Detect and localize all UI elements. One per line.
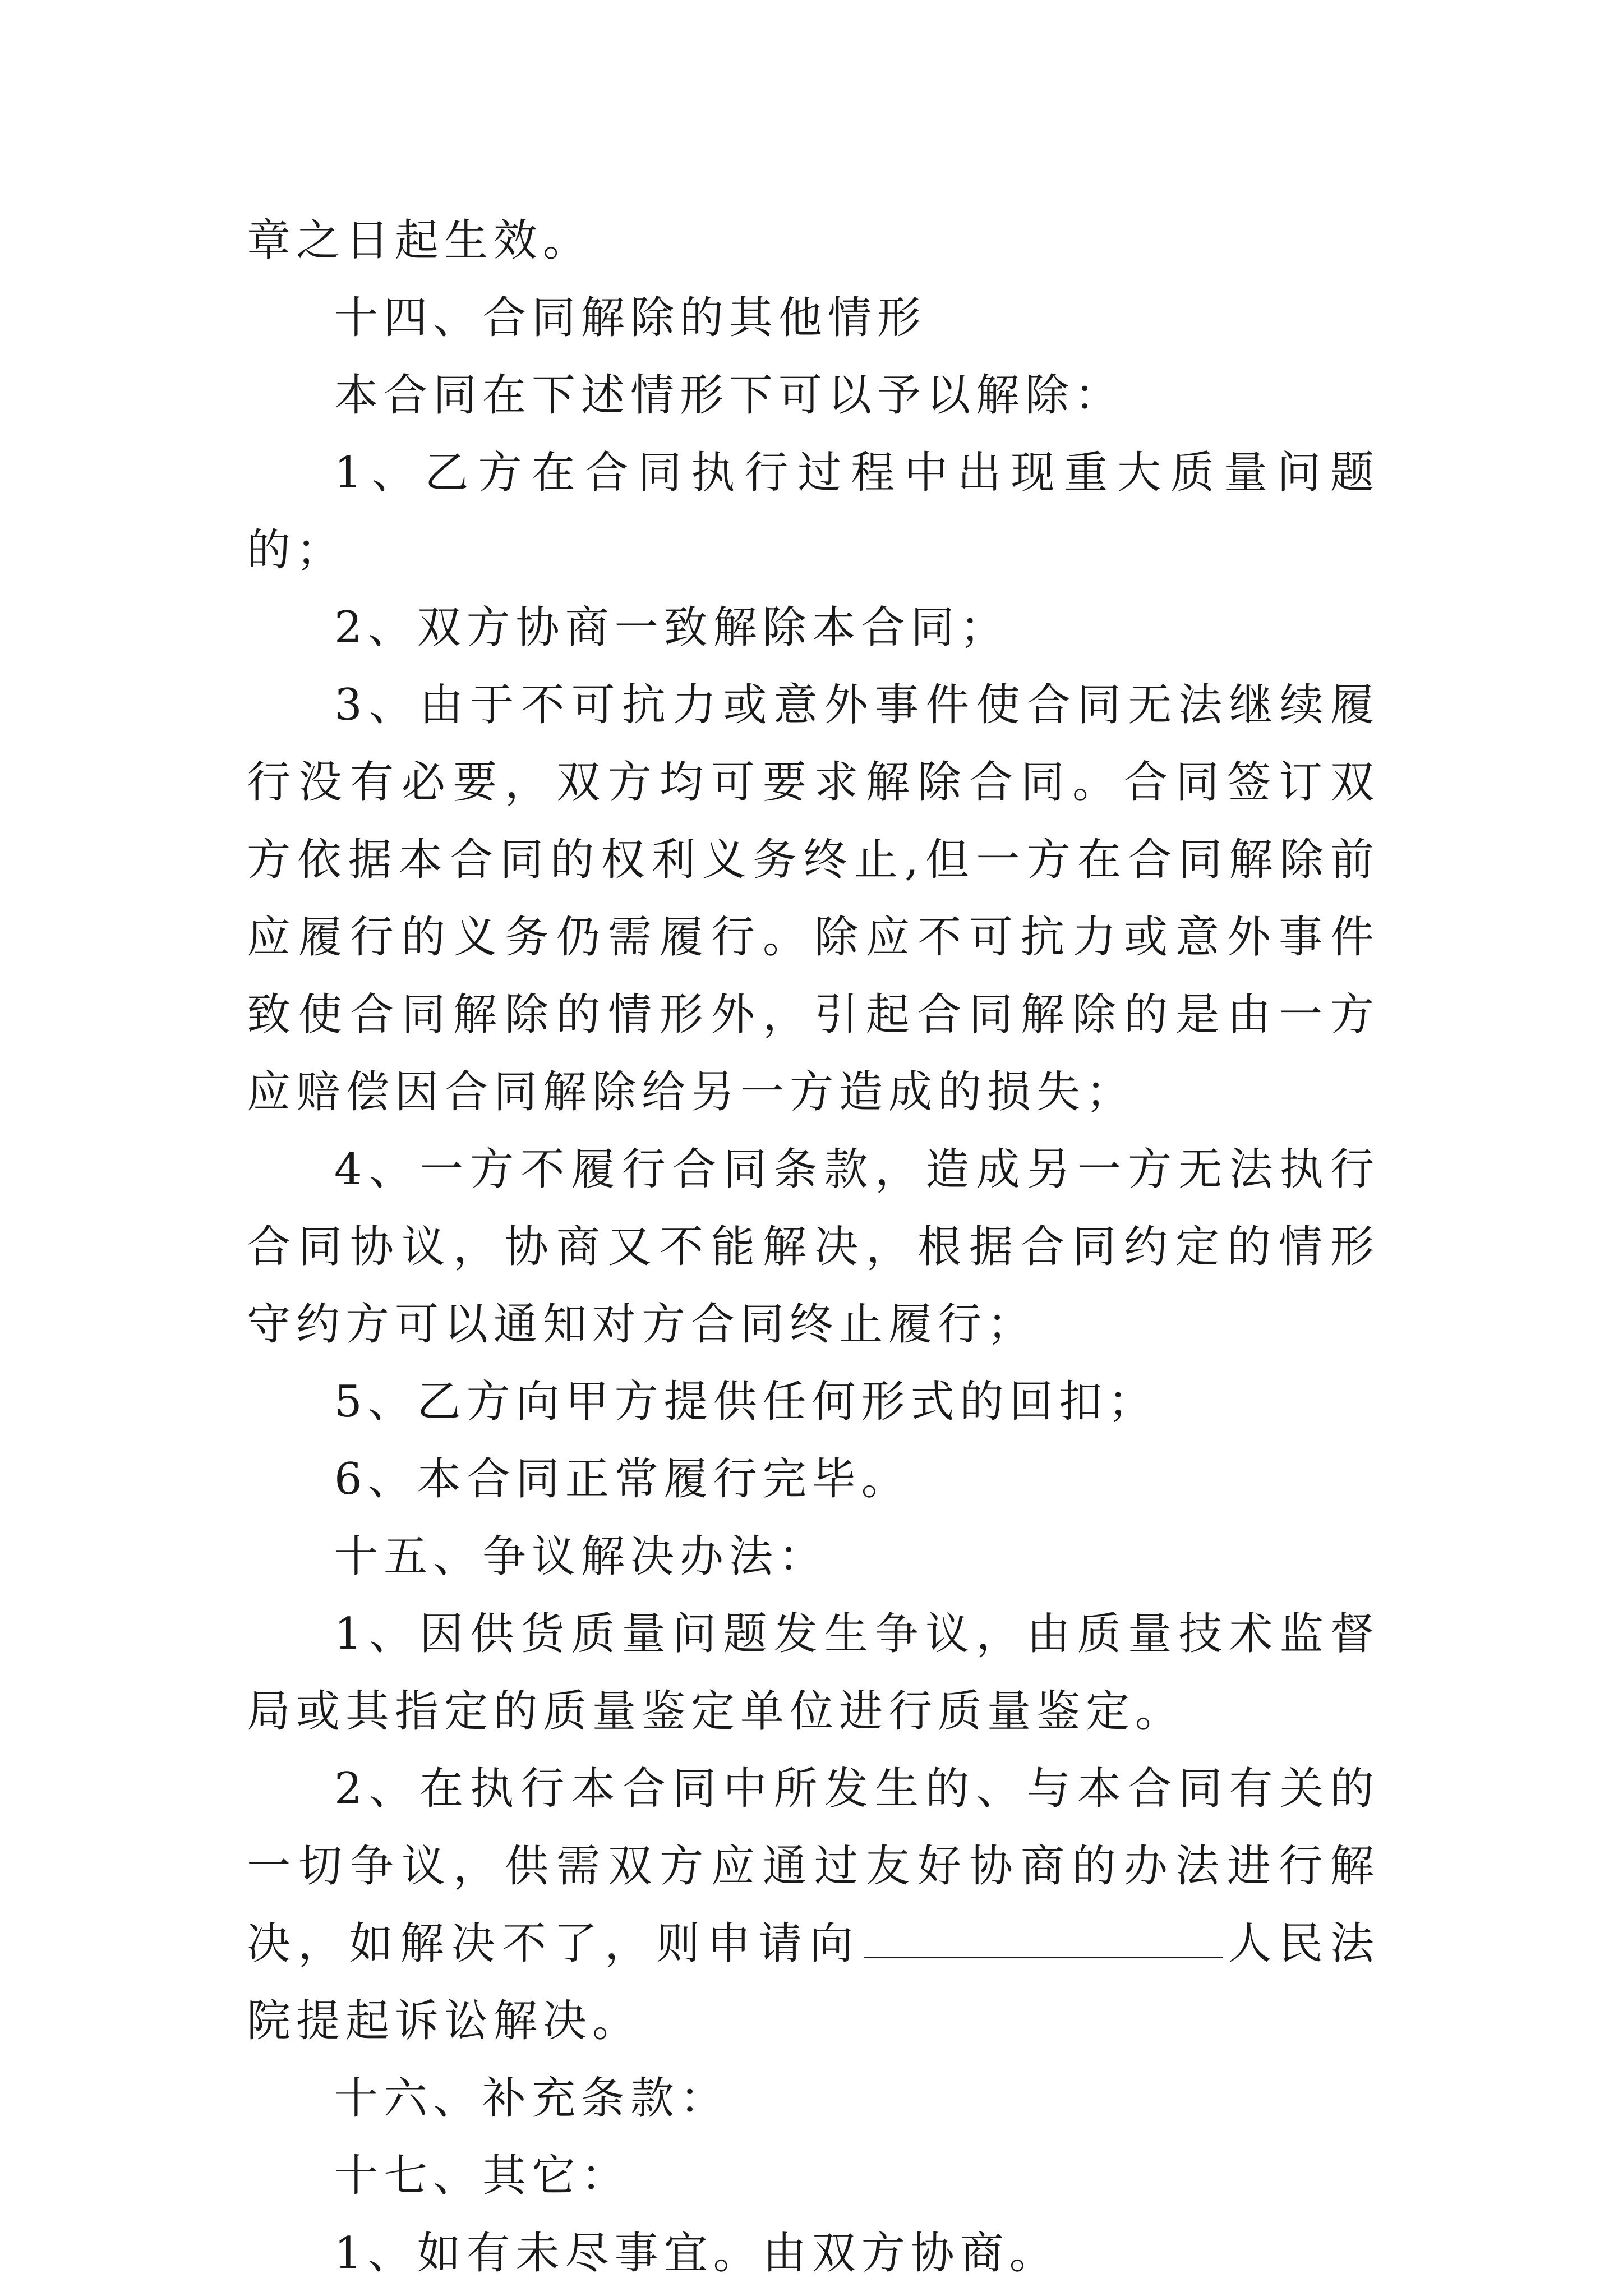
heading-section-15: 十五、争议解决办法： xyxy=(334,1531,828,1582)
paragraph-termination-intro: 本合同在下述情形下可以予以解除： xyxy=(334,370,1124,421)
list-item-other-1: 1、如有未尽事宜。由双方协商。 xyxy=(334,2228,1059,2279)
dispute-2-text-before-blank: 2、在执行本合同中所发生的、与本合同有关的一切争议，供需双方应通过友好协商的办法进行解决，如解决不了，则申请向 xyxy=(247,1764,1380,1969)
heading-section-17: 十七、其它： xyxy=(334,2151,631,2201)
list-item-termination-1: 1、乙方在合同执行过程中出现重大质量问题的； xyxy=(247,448,1380,576)
list-item-termination-6: 6、本合同正常履行完毕。 xyxy=(334,1454,911,1504)
paragraph-effective-date: 章之日起生效。 xyxy=(247,215,593,266)
dispute-2-text-after-blank: 人民法院提起诉讼解决。 xyxy=(247,1918,1380,2046)
list-item-termination-4: 4、一方不履行合同条款，造成另一方无法执行合同协议，协商又不能解决，根据合同约定的情形守约方可以通知对方合同终止履行； xyxy=(247,1144,1380,1350)
document-body xyxy=(247,202,1380,2292)
heading-section-14: 十四、合同解除的其他情形 xyxy=(334,293,927,343)
list-item-dispute-1: 1、因供货质量问题发生争议，由质量技术监督局或其指定的质量鉴定单位进行质量鉴定。 xyxy=(247,1609,1380,1737)
list-item-termination-5: 5、乙方向甲方提供任何形式的回扣； xyxy=(334,1377,1158,1427)
heading-section-16: 十六、补充条款： xyxy=(334,2073,730,2124)
list-item-dispute-2 xyxy=(247,1750,1380,2060)
list-item-termination-2: 2、双方协商一致解除本合同； xyxy=(334,602,1009,653)
list-item-termination-3: 3、由于不可抗力或意外事件使合同无法继续履行没有必要，双方均可要求解除合同。合同签订双方依据本合同的权利义务终止,但一方在合同解除前应履行的义务仍需履行。除应不可抗力或意外事件致使合同解除的情形外，引起合同解除的是由一方应赔偿因合同解除给另一方造成的损失； xyxy=(247,680,1380,1117)
court-name-blank-line xyxy=(864,1923,1223,1958)
